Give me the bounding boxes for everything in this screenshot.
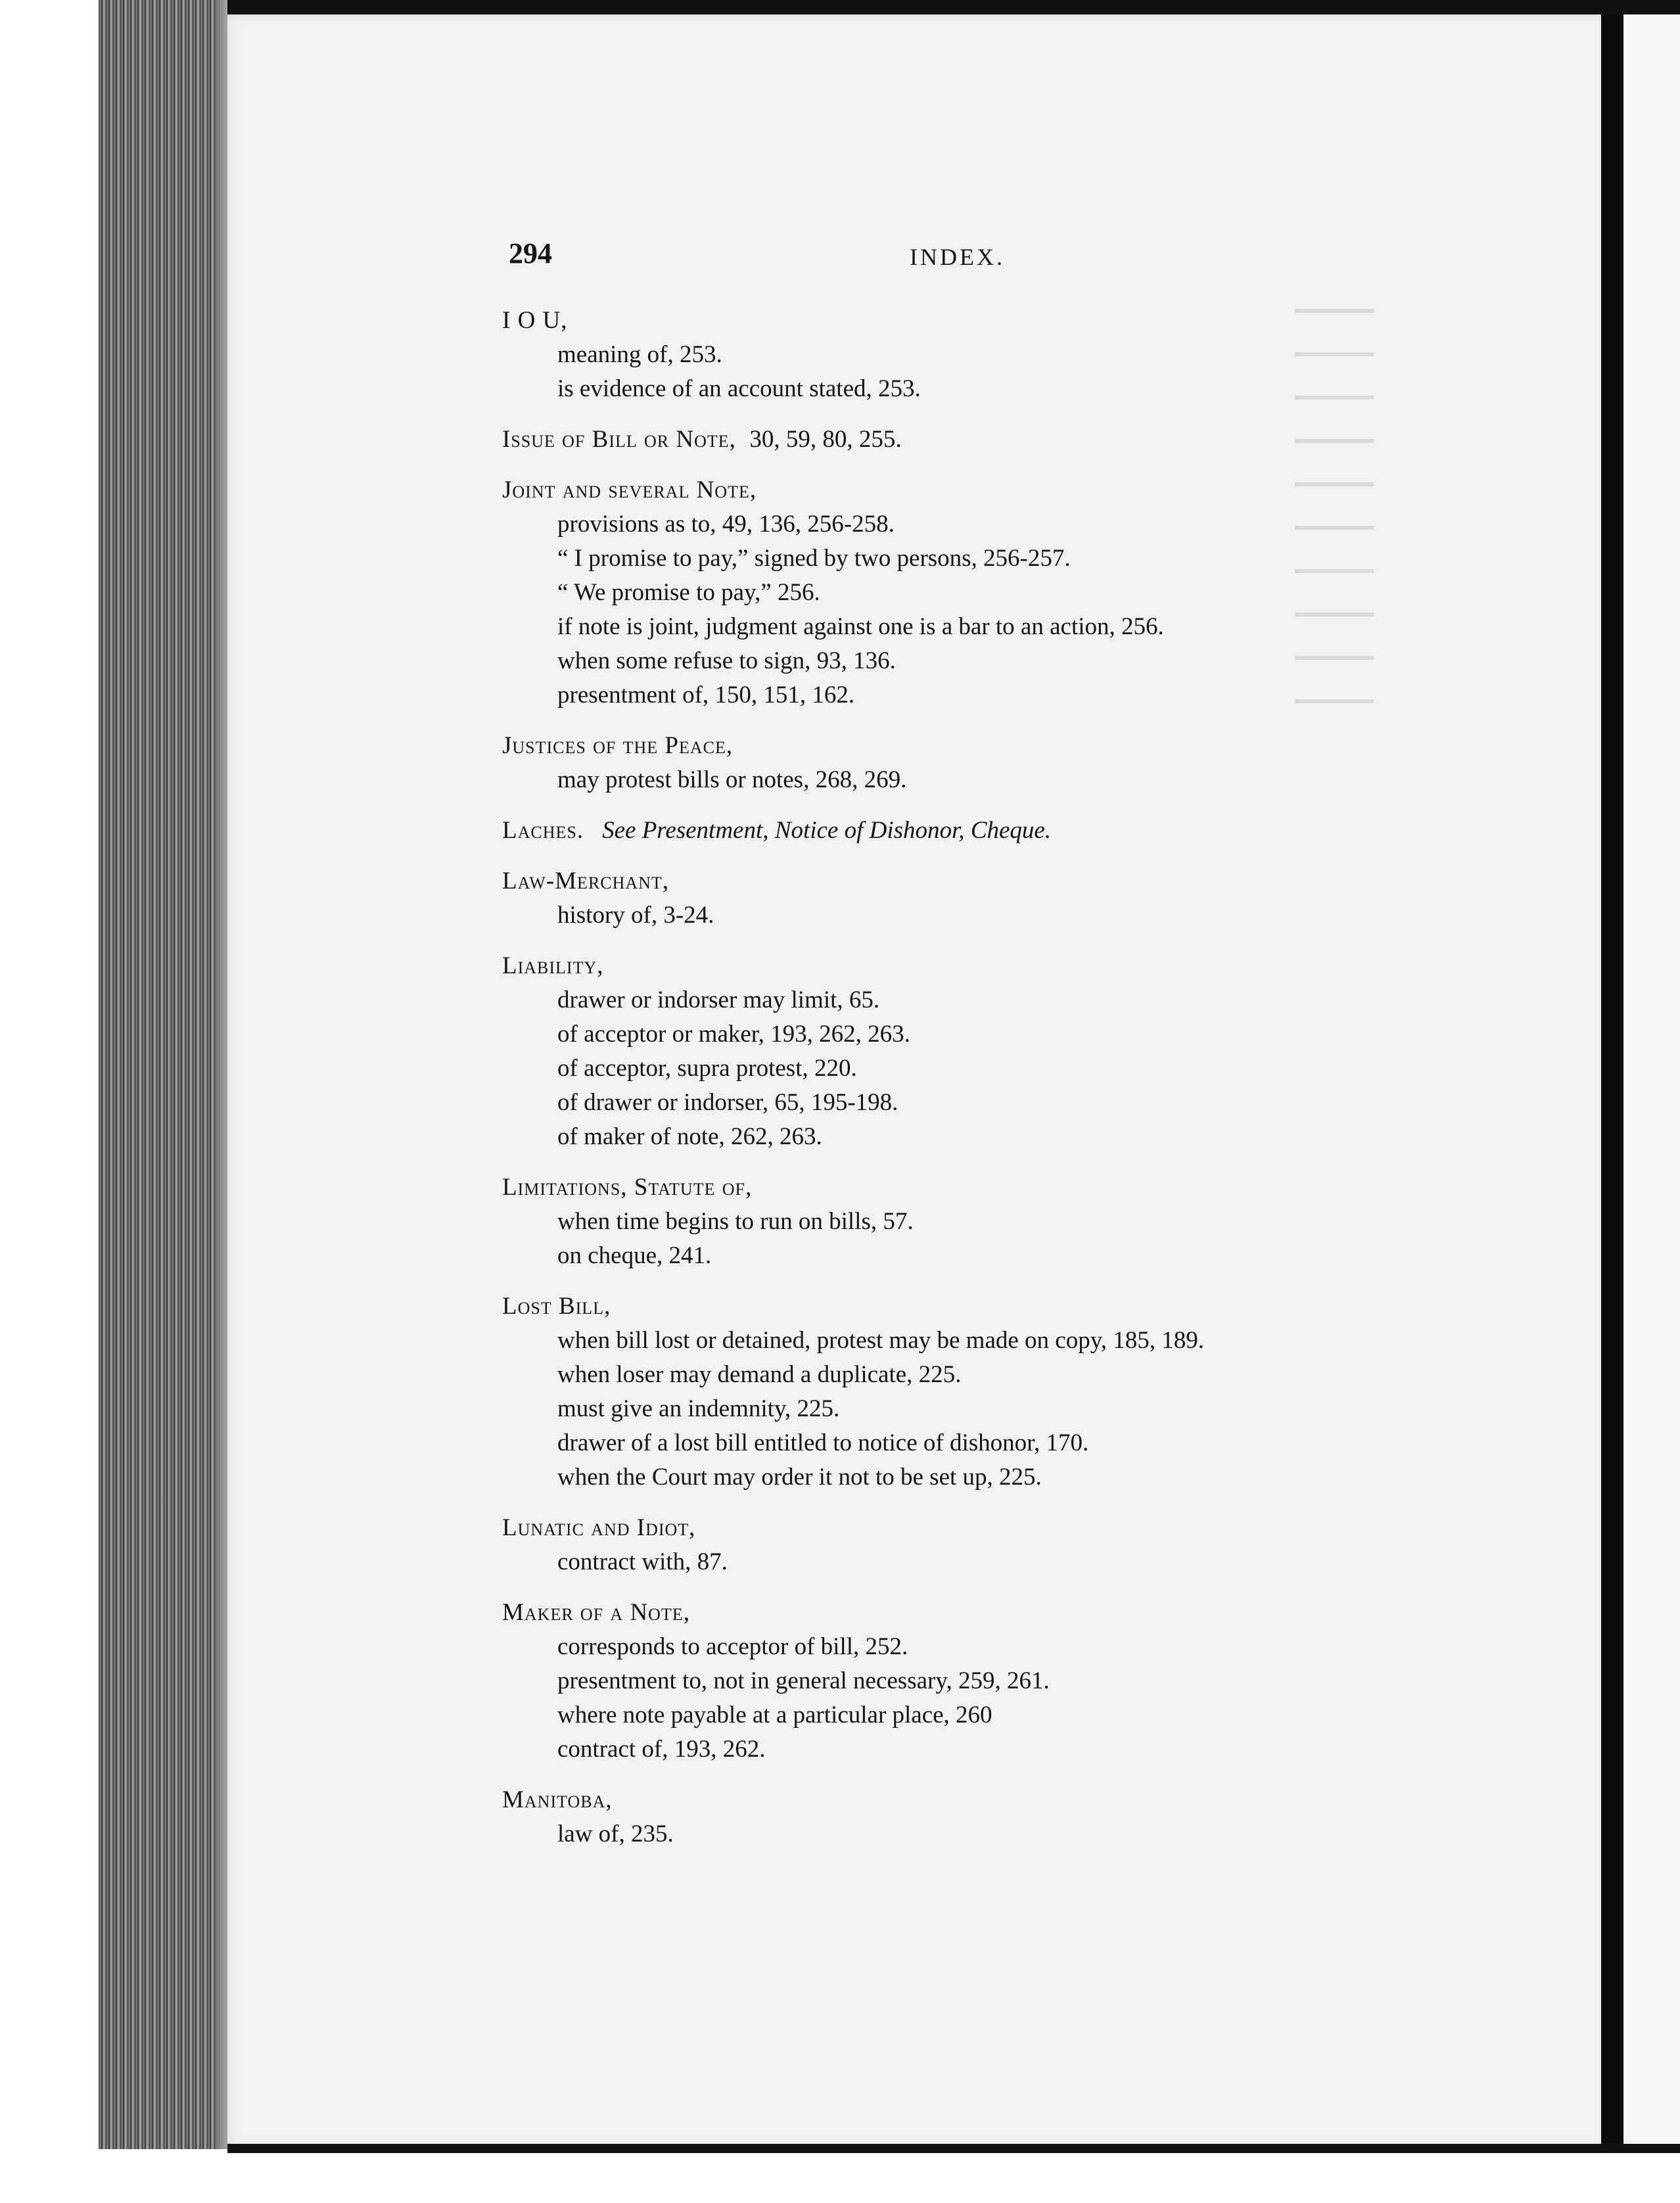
entry-subitem: “ I promise to pay,” signed by two persons, 256-257.	[557, 545, 1071, 572]
index-entry	[502, 1783, 1587, 1851]
entry-heading: Maker of a Note,	[502, 1599, 690, 1626]
entry-see-reference: See Presentment, Notice of Dishonor, Cheque.	[602, 817, 1052, 844]
page-header	[502, 237, 1587, 289]
entry-page-refs: 30, 59, 80, 255.	[749, 426, 902, 453]
index-page-content	[502, 237, 1587, 1868]
index-entry	[502, 949, 1587, 1154]
entry-heading: Lunatic and Idiot,	[502, 1514, 696, 1541]
entry-subitem: when some refuse to sign, 93, 136.	[557, 647, 896, 674]
entry-subitem: of acceptor, supra protest, 220.	[557, 1055, 857, 1082]
entry-subitem: where note payable at a particular place, 260	[557, 1702, 992, 1728]
book-page-edges	[99, 0, 229, 2149]
index-entry	[502, 473, 1587, 712]
entry-heading: Joint and several Note,	[502, 476, 757, 503]
entry-heading: Laches. See Presentment, Notice of Dishonor, Cheque.	[502, 817, 1052, 844]
entry-heading: Manitoba,	[502, 1786, 613, 1813]
entry-subitem: presentment of, 150, 151, 162.	[557, 682, 855, 708]
entry-heading: Liability,	[502, 952, 604, 979]
scan-bottom-margin	[0, 2153, 1680, 2203]
entry-subitem: must give an indemnity, 225.	[557, 1395, 840, 1422]
entry-heading: Lost Bill,	[502, 1293, 611, 1320]
entry-heading: Justices of the Peace,	[502, 732, 734, 759]
index-entry	[502, 1511, 1587, 1579]
entry-subitem: is evidence of an account stated, 253.	[557, 375, 921, 402]
entry-subitem: if note is joint, judgment against one is a bar to an action, 256.	[557, 613, 1164, 640]
entry-subitem: when bill lost or detained, protest may be made on copy, 185, 189.	[557, 1327, 1205, 1354]
index-entry	[502, 864, 1587, 933]
entry-subitem: presentment to, not in general necessary, 259, 261.	[557, 1667, 1050, 1694]
entry-subitem: when time begins to run on bills, 57.	[557, 1208, 914, 1235]
index-entry	[502, 729, 1587, 797]
page-number: 294	[509, 237, 552, 269]
entry-subitem: of acceptor or maker, 193, 262, 263.	[557, 1021, 910, 1048]
entry-heading: Law-Merchant,	[502, 868, 670, 894]
entry-subitem: when loser may demand a duplicate, 225.	[557, 1361, 962, 1388]
entry-subitem: “ We promise to pay,” 256.	[557, 579, 820, 606]
entry-subitem: provisions as to, 49, 136, 256-258.	[557, 511, 895, 538]
entry-subitem: may protest bills or notes, 268, 269.	[557, 766, 907, 793]
entry-subitem: when the Court may order it not to be set up, 225.	[557, 1464, 1042, 1491]
entry-heading: Issue of Bill or Note, 30, 59, 80, 255.	[502, 426, 902, 453]
entry-subitem: meaning of, 253.	[557, 341, 722, 368]
entry-subitem: on cheque, 241.	[557, 1242, 712, 1269]
top-scan-border	[227, 0, 1680, 14]
entry-subitem: contract with, 87.	[557, 1548, 728, 1575]
entry-heading: Limitations, Statute of,	[502, 1174, 753, 1201]
index-entry	[502, 1289, 1587, 1495]
entry-subitem: corresponds to acceptor of bill, 252.	[557, 1633, 908, 1660]
index-entry	[502, 423, 1587, 457]
index-entry	[502, 304, 1587, 406]
page-gutter-divider	[1601, 14, 1623, 2149]
entry-heading: I O U,	[502, 307, 568, 334]
entry-subitem: drawer of a lost bill entitled to notice of dishonor, 170.	[557, 1429, 1089, 1456]
entry-subitem: of drawer or indorser, 65, 195-198.	[557, 1089, 898, 1116]
entry-subitem: of maker of note, 262, 263.	[557, 1123, 822, 1150]
index-entry	[502, 814, 1587, 848]
bottom-scan-border	[227, 2144, 1680, 2153]
facing-page-edge	[1623, 14, 1680, 2149]
entry-subitem: law of, 235.	[557, 1820, 674, 1847]
entry-subitem: history of, 3-24.	[557, 902, 714, 929]
running-head: INDEX.	[910, 244, 1005, 270]
entry-subitem: drawer or indorser may limit, 65.	[557, 986, 880, 1013]
index-entry	[502, 1596, 1587, 1767]
index-entry	[502, 1171, 1587, 1273]
entry-subitem: contract of, 193, 262.	[557, 1736, 766, 1763]
